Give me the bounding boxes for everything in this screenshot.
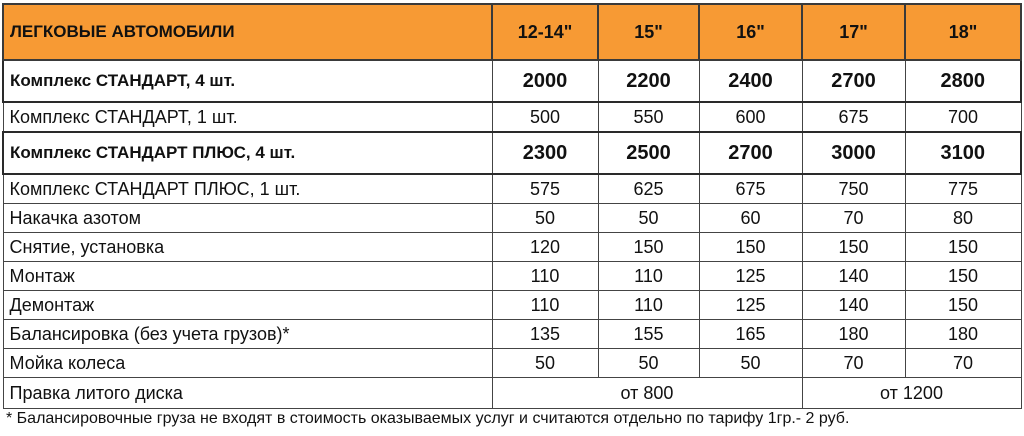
price-cell: 150 (699, 233, 802, 262)
price-table (2, 3, 1022, 409)
size-header-15: 15" (598, 4, 699, 60)
size-header-17: 17" (802, 4, 905, 60)
service-name: Мойка колеса (3, 349, 492, 378)
table-row (3, 102, 1021, 132)
price-cell: 80 (905, 204, 1021, 233)
price-cell: 2000 (492, 60, 598, 102)
service-name: Комплекс СТАНДАРТ ПЛЮС, 4 шт. (3, 132, 492, 174)
table-header-row (3, 4, 1021, 60)
price-cell: 675 (802, 102, 905, 132)
price-cell: 3100 (905, 132, 1021, 174)
price-cell: 150 (905, 233, 1021, 262)
price-cell: 2300 (492, 132, 598, 174)
price-cell: 2400 (699, 60, 802, 102)
price-cell: 2800 (905, 60, 1021, 102)
price-cell: 110 (492, 262, 598, 291)
price-cell: 575 (492, 174, 598, 204)
size-header-18: 18" (905, 4, 1021, 60)
price-cell: 70 (802, 349, 905, 378)
price-cell: 150 (905, 262, 1021, 291)
table-row (3, 320, 1021, 349)
price-cell: 700 (905, 102, 1021, 132)
table-row (3, 233, 1021, 262)
price-cell: 50 (699, 349, 802, 378)
table-row (3, 262, 1021, 291)
price-cell: 150 (598, 233, 699, 262)
price-cell: 70 (802, 204, 905, 233)
price-cell: 3000 (802, 132, 905, 174)
service-name: Балансировка (без учета грузов)* (3, 320, 492, 349)
table-row (3, 291, 1021, 320)
table-row (3, 174, 1021, 204)
service-name: Снятие, установка (3, 233, 492, 262)
service-name: Комплекс СТАНДАРТ ПЛЮС, 1 шт. (3, 174, 492, 204)
price-cell: 150 (802, 233, 905, 262)
size-header-16: 16" (699, 4, 802, 60)
price-cell: 550 (598, 102, 699, 132)
price-cell: 50 (598, 204, 699, 233)
price-cell: 120 (492, 233, 598, 262)
price-cell: 2500 (598, 132, 699, 174)
price-cell: 155 (598, 320, 699, 349)
table-row (3, 349, 1021, 378)
price-cell: 625 (598, 174, 699, 204)
service-name: Накачка азотом (3, 204, 492, 233)
price-cell: 135 (492, 320, 598, 349)
price-cell: 675 (699, 174, 802, 204)
price-cell: 180 (905, 320, 1021, 349)
service-name: Правка литого диска (3, 378, 492, 409)
price-cell: 140 (802, 291, 905, 320)
price-cell: 110 (598, 291, 699, 320)
price-cell: 125 (699, 262, 802, 291)
price-cell: 600 (699, 102, 802, 132)
price-cell: 50 (492, 349, 598, 378)
service-name: Демонтаж (3, 291, 492, 320)
price-cell: 150 (905, 291, 1021, 320)
price-cell: 60 (699, 204, 802, 233)
service-name: Монтаж (3, 262, 492, 291)
price-cell: 165 (699, 320, 802, 349)
price-cell: 70 (905, 349, 1021, 378)
price-cell: 775 (905, 174, 1021, 204)
price-cell: 125 (699, 291, 802, 320)
table-row (3, 132, 1021, 174)
service-name: Комплекс СТАНДАРТ, 1 шт. (3, 102, 492, 132)
footnote: * Балансировочные груза не входят в стоимость оказываемых услуг и считаются отдельно по тарифу 1гр.- 2 руб. (6, 410, 850, 427)
price-cell-merged: от 1200 (802, 378, 1021, 409)
size-header-12-14: 12-14" (492, 4, 598, 60)
price-cell: 140 (802, 262, 905, 291)
price-cell: 2700 (699, 132, 802, 174)
table-row (3, 378, 1021, 409)
price-cell: 110 (492, 291, 598, 320)
table-row (3, 60, 1021, 102)
price-cell: 2700 (802, 60, 905, 102)
price-cell: 2200 (598, 60, 699, 102)
price-cell: 50 (492, 204, 598, 233)
price-cell: 500 (492, 102, 598, 132)
price-cell: 750 (802, 174, 905, 204)
table-row (3, 204, 1021, 233)
price-cell: 180 (802, 320, 905, 349)
price-cell: 50 (598, 349, 699, 378)
price-cell: 110 (598, 262, 699, 291)
price-cell-merged: от 800 (492, 378, 802, 409)
service-name: Комплекс СТАНДАРТ, 4 шт. (3, 60, 492, 102)
table-title: ЛЕГКОВЫЕ АВТОМОБИЛИ (3, 4, 492, 60)
